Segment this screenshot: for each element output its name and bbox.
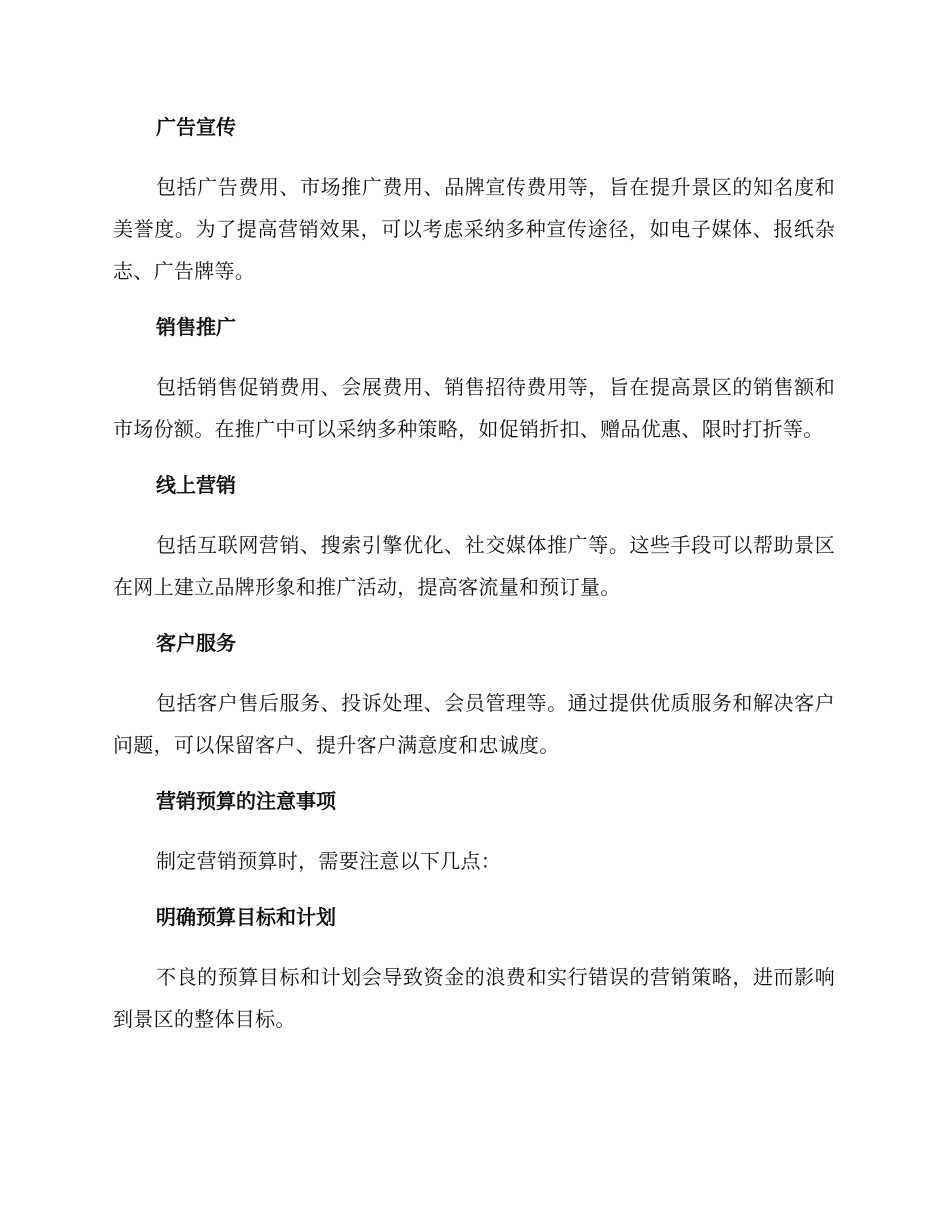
section-body-budget-notes: 制定营销预算时，需要注意以下几点：: [156, 849, 502, 873]
document-page: [113, 108, 835, 1056]
section-body-online-marketing: 包括互联网营销、搜索引擎优化、社交媒体推广等。这些手段可以帮助景区在网上建立品牌形象和推广活动，提高客流量和预订量。: [113, 533, 835, 599]
section-heading-online-marketing: 线上营销: [156, 473, 236, 497]
section-heading-sales-promotion: 销售推广: [156, 315, 236, 339]
section-body-clear-goals: 不良的预算目标和计划会导致资金的浪费和实行错误的营销策略，进而影响到景区的整体目标。: [113, 965, 835, 1031]
section-body-advertising: 包括广告费用、市场推广费用、品牌宣传费用等，旨在提升景区的知名度和美誉度。为了提高营销效果，可以考虑采纳多种宣传途径，如电子媒体、报纸杂志、广告牌等。: [113, 175, 835, 283]
section-heading-customer-service: 客户服务: [156, 631, 236, 655]
section-heading-advertising: 广告宣传: [156, 115, 236, 139]
section-body-sales-promotion: 包括销售促销费用、会展费用、销售招待费用等，旨在提高景区的销售额和市场份额。在推广中可以采纳多种策略，如促销折扣、赠品优惠、限时打折等。: [113, 375, 835, 441]
section-heading-clear-goals: 明确预算目标和计划: [156, 905, 336, 929]
section-body-customer-service: 包括客户售后服务、投诉处理、会员管理等。通过提供优质服务和解决客户问题，可以保留客户、提升客户满意度和忠诚度。: [113, 691, 835, 757]
section-heading-budget-notes: 营销预算的注意事项: [156, 789, 336, 813]
